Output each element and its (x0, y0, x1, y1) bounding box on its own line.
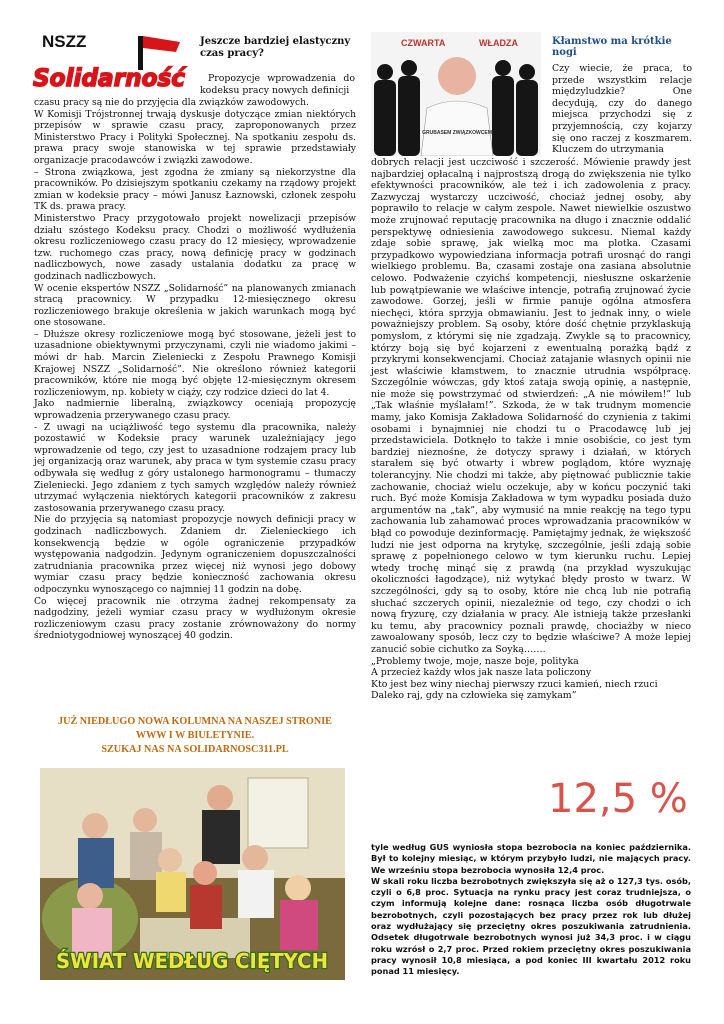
promo-line[interactable]: SZUKAJ NAS NA SOLIDARNOSC311.PL (101, 744, 289, 755)
left-article-title: Jeszcze bardziej elastyczny czas pracy? (200, 36, 351, 59)
left-paragraph: czasu pracy są nie do przyjęcia dla związków zawodowych. (34, 97, 309, 108)
stat-paragraph: tyle według GUS wyniosła stopa bezrobocia na koniec października. Był to kolejny miesiąc, w którym przybyło ludzi, nie mających pracy. We wrześniu stopa bezrobocia wynosiła 12,4 proc. (371, 842, 691, 875)
photo-caption: ŚWIAT WEDŁUG CIĘTYCH (56, 949, 328, 973)
left-paragraph: - Z uwagi na uciążliwość tego systemu dla pracownika, należy pozostawić w Kodeksie pracy warunek uzależniający jego wprowadzenie od tego, czy jest to uzasadnione rodzajem pracy lub jej organizacją oraz warunek, aby praca w tym systemie czasu pracy odbywała się według z góry ustalonego harmonogramu – tłumaczy Zieleniecki. Jego zdaniem z tych samych względów należy również utrzymać wyłączenia niektórych kategorii pracowników z zakresu zastosowania przerywanego czasu pracy. (34, 421, 356, 514)
left-paragraph: – Dłuższe okresy rozliczeniowe mogą być stosowane, jeżeli jest to uzasadnione obiektywnymi przyczynami, czyli nie wiadomo jakimi – mówi dr hab. Marcin Zieleniecki z Zespołu Prawnego Komisji Krajowej NSZZ „Solidarność”. Nie określono również kategorii pracowników, które nie mogą być objęte 12-miesięcznym okresem rozliczeniowym, np. kobiety w ciąży, czy rodzice dzieci do lat 4. (34, 328, 356, 398)
cartoon-label-right: WŁADZA (479, 38, 518, 48)
left-paragraph: Jako nadmiernie liberalną, związkowcy oceniają propozycję wprowadzenia przerywanego czasu pracy. (34, 398, 356, 422)
stat-paragraph: W skali roku liczba bezrobotnych zwiększyła się aż o 127,3 tys. osób, czyli o 6,8 proc. Sytuacja na rynku pracy jest coraz trudniejsza, o czym informują kolejne dane: rosnąca liczba osób długotrwale bezrobotnych, czyli pozostających bez pracy przez rok lub dłużej oraz wydłużający się przeciętny okres poszukiwania zatrudnienia. Odsetek długotrwale bezrobotnych wynosi już 34,3 proc. i w ciągu roku wzrósł o 2,7 proc. Przed rokiem przeciętny okres poszukiwania pracy wynosił 10,8 miesiąca, a pod koniec III kwartału 2012 roku ponad 11 miesięcy. (371, 875, 691, 977)
left-paragraph: Co więcej pracownik nie otrzyma żadnej rekompensaty za nadgodziny, jeżeli wymiar czasu pracy w wydłużonym okresie rozliczeniowym czasu pracy zostanie zrównoważony do normy średniotygodniowej wynoszącej 40 godzin. (34, 595, 356, 642)
promo-line: JUŻ NIEDŁUGO NOWA KOLUMNA NA NASZEJ STRONIE (58, 716, 332, 727)
left-paragraph: W ocenie ekspertów NSZZ „Solidarność” na planowanych zmianach stracą pracownicy. W przypadku 12-miesięcznego okresu rozliczeniowego brakuje określenia w jakich warunkach mogą być one stosowane. (34, 282, 356, 329)
right-article-title: Kłamstwo ma krótkie nogi (552, 36, 672, 58)
logo-top-text: NSZZ (42, 32, 87, 51)
left-paragraph: – Strona związkowa, jest zgodna że zmiany są niekorzystne dla pracowników. Po dzisiejszym spotkaniu czekamy na rządowy projekt zmian w kodeksie pracy – mówi Janusz Łaznowski, członek zespołu TK ds. prawa pracy. (34, 166, 356, 213)
left-article-intro: Propozycje wprowadzenia do kodeksu pracy nowych definicji (200, 73, 355, 96)
logo-main-text: Solidarność (33, 64, 187, 92)
left-paragraph: W Komisji Trójstronnej trwają dyskusje dotyczące zmian niektórych przepisów w sprawie czasu pracy, zaproponowanych przez Ministerstwo Pracy i Polityki Społecznej. Na spotkaniu zespołu ds. prawa pracy swoje stanowiska w tej sprawie przedstawiały organizacje pracodawców i związki zawodowe. (34, 108, 356, 166)
promo-banner (34, 715, 356, 757)
right-article-intro: Czy wiecie, że praca, to przede wszystkim relacje międzyludzkie? One decydują, czy do danego miejsca przychodzi się z przyjemnością, czy kojarzy się ono raczej z koszmarem. Kluczem do utrzymania (552, 63, 692, 156)
unemployment-text (371, 842, 691, 978)
cartoon-image (371, 32, 541, 156)
left-article-body (34, 97, 356, 642)
group-photo (40, 768, 345, 980)
right-article-body (371, 157, 691, 702)
left-paragraph: Ministerstwo Pracy przygotowało projekt nowelizacji przepisów działu szóstego Kodeksu pracy. Chodzi o możliwość wydłużenia okresu rozliczeniowego czasu pracy do 12 miesięcy, wprowadzenie tzw. ruchomego czas pracy, nową definicję pracy w godzinach nadliczbowych, nowe zasady ustalania dodatku za pracę w godzinach nadliczbowych. (34, 212, 356, 282)
promo-line: WWW I W BIULETYNIE. (135, 730, 255, 741)
poem-line: „Problemy twoje, moje, nasze boje, polityka (371, 655, 579, 667)
poem-line: A przecież każdy włos jak nasze lata policzony (371, 667, 592, 679)
poem-line: Kto jest bez winy niechaj pierwszy rzuci kamień, niech rzuci (371, 678, 658, 690)
poem-line: Daleko raj, gdy na człowieka się zamykam” (371, 690, 577, 702)
cartoon-shirt-text: GRUBASEM ZWIĄZKOWCEM (422, 130, 492, 136)
right-paragraph: dobrych relacji jest uczciwość i szczerość. Mówienie prawdy jest najbardziej opłacalną i najprostszą drogą do zwiększenia nie tylko efektywności pracowników, ale też i ich zadowolenia z pracy. Zazwyczaj wystarczy uczciwość, chociaż jednej osoby, aby poprawiło to relacje w całym zespole. Nawet niewielkie oszustwo może zrujnować reputację pracownika na długo i znacznie oddalić perspektywę odniesienia zawodowego sukcesu. Niemal każdy zdaje sobie sprawę, jak wielką moc ma plotka. Czasami przypadkowo wypowiedziana informacja potrafi urosnąć do rangi wielkiego problemu. Ba, czasami zostaje ona zasiana absolutnie celowo. Podważenie czyichś kompetencji, niesłuszne oskarżenie lub powątpiewanie we właściwe intencje, potrafią zrujnować życie zawodowe. Gorzej, jeśli w firmie panuje ogólna atmosfera niechęci, która sprzyja obmawianiu. Jest to jednak inny, o wiele poważniejszy problem. Są osoby, które dość chętnie przyklaskują pomysłom, z którymi się nie zgadzają. Zwykle są to pracownicy, którzy boją się być kojarzeni z ewentualną porażką bądź z przykrymi konsekwencjami. Chociaż zatajanie własnych opinii nie jest właściwie kłamstwem, to znacznie utrudnia współpracę. Szczególnie wówczas, gdy ktoś zataja swoją opinię, a następnie, nie może się powstrzymać od stwierdzeń: „A nie mówiłem!” lub „Tak właśnie myślałam!”. Szkoda, że w tak trudnym momencie mamy, jako Komisja Zakładowa Solidarność do czynienia z takimi osobami i bynajmniej nie chodzi tu o Pracodawcę lub jej przedstawiciela. Dotknęło to także i mnie osobiście, co jest tym bardziej nieznośne, że dotyczy sprawy i działań, w których starałem się być otwarty i wbrew poglądom, które wyznaję tolerancyjny. Nie chodzi mi także, aby piętnować publicznie takie zachowanie, chociaż wielu oczekuje, aby w końcu poczynić taki ruch. Być może Komisja Zakładowa w tym wypadku posiada dużo argumentów na „tak”, aby wymusić na mnie reakcję na tego typu zachowania lub zahamować proces wprowadzania pracowników w błąd co powoduje dezinformację. Pamiętajmy jednak, że większość ludzi nie jest odporna na krytykę, szczególnie, jeśli zdają sobie sprawę z popełnionego celowo w tym kierunku ruchu. Lepiej wtedy trochę minąć się z prawdą (na przykład wyszukując okoliczności łagodzące), niż wytykać błędy prosto w twarz. W szczególności, gdy są to osoby, które nie chcą lub nie potrafią słuchać szczerych opinii, niezależnie od tego, czy chodzi o ich nową fryzurę, czy działania w pracy. Ale istnieją także przesłanki ku temu, aby pracownicy poznali prawdę, chociażby w nieco zawoalowany sposób, lecz czy to będzie właściwe? A może lepiej zanucić sobie cichutko za Soyką……. (371, 157, 691, 655)
solidarnosc-logo (30, 30, 190, 98)
unemployment-rate: 12,5 % (548, 776, 688, 822)
cartoon-label-left: CZWARTA (401, 38, 446, 48)
left-paragraph: Nie do przyjęcia są natomiast propozycje nowych definicji pracy w godzinach nadliczbowych. Zdaniem dr. Zielenieckiego ich konsekwencją będzie w ogóle ograniczenie przypadków występowania nadgodzin. Jedynym ograniczeniem dopuszczalności zatrudniania pracownika przez więcej niż wynosi jego dobowy wymiar czasu pracy będzie konieczność zachowania okresu odpoczynku wynoszącego co najmniej 11 godzin na dobę. (34, 514, 356, 595)
